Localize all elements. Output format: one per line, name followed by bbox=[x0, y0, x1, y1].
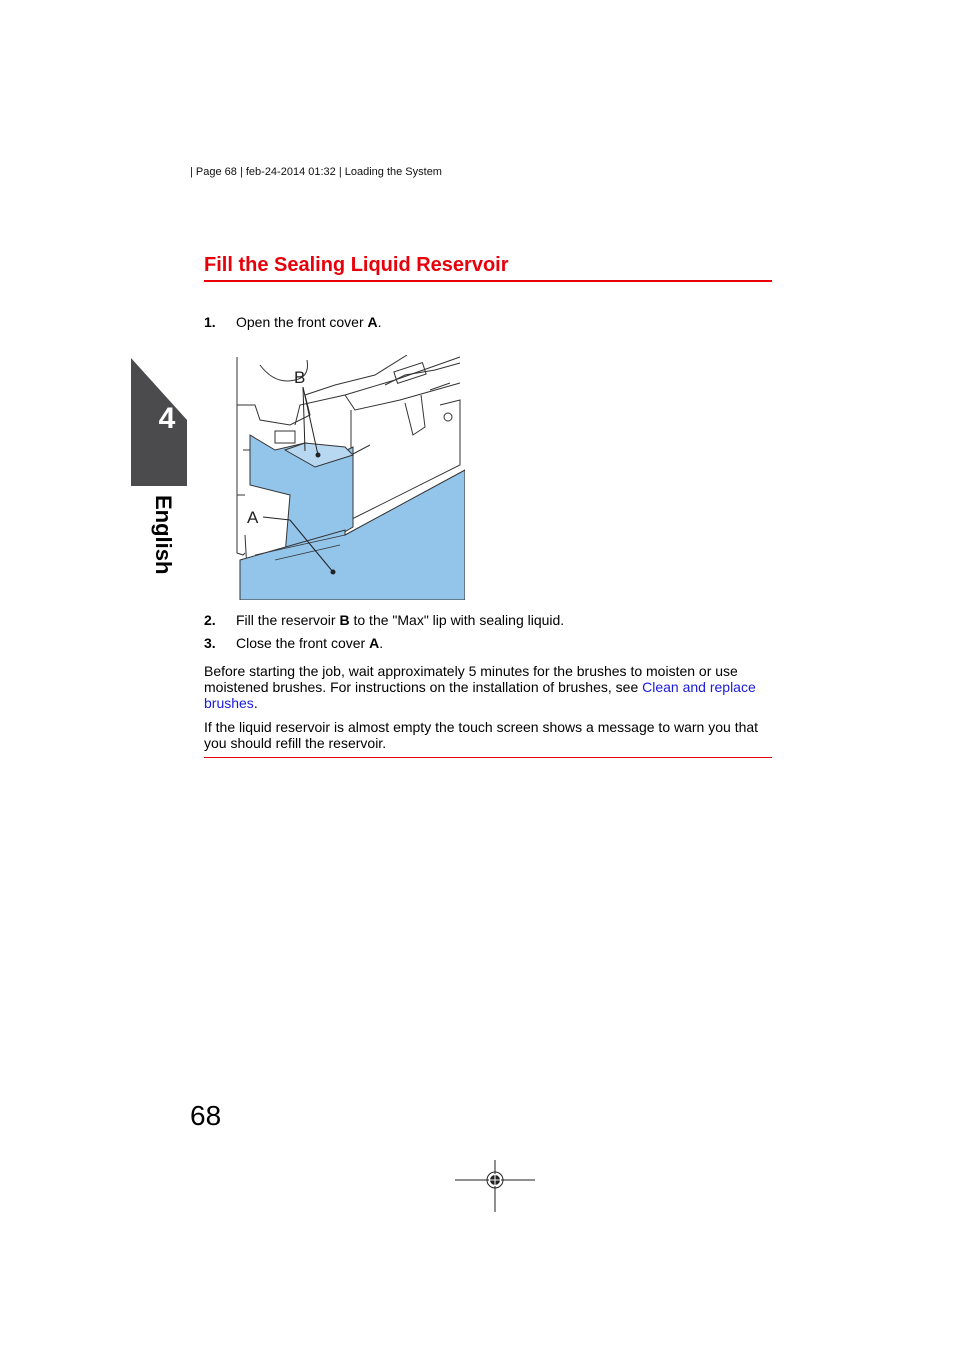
step-text bbox=[236, 635, 383, 651]
step-text bbox=[236, 612, 564, 628]
language-label-container bbox=[146, 495, 176, 585]
step-number: 1. bbox=[204, 314, 216, 330]
chapter-number: 4 bbox=[158, 402, 176, 435]
reservoir-illustration bbox=[235, 355, 465, 600]
step-text bbox=[236, 314, 382, 330]
section-end-rule bbox=[204, 757, 772, 758]
step-text-bold: B bbox=[339, 612, 350, 628]
step-text-before: Open the front cover bbox=[236, 314, 368, 330]
step-text-bold: A bbox=[369, 635, 380, 651]
figure-label-a: A bbox=[247, 508, 259, 527]
step-number: 3. bbox=[204, 635, 216, 651]
step-text-before: Fill the reservoir bbox=[236, 612, 340, 628]
step-text-after: to the "Max" lip with sealing liquid. bbox=[349, 612, 565, 628]
figure-label-b: B bbox=[294, 368, 306, 387]
paragraph-text-after: . bbox=[253, 695, 258, 711]
paragraph-refill: If the liquid reservoir is almost empty the touch screen shows a message to warn you that you should refill the reservoir. bbox=[204, 719, 759, 751]
step-text-bold: A bbox=[367, 314, 378, 330]
step-number: 2. bbox=[204, 612, 216, 628]
section-title: Fill the Sealing Liquid Reservoir bbox=[204, 254, 772, 282]
paragraph-brushes bbox=[204, 663, 774, 711]
step-text-after: . bbox=[377, 314, 382, 330]
step-text-after: . bbox=[379, 635, 384, 651]
page-number: 68 bbox=[190, 1100, 222, 1131]
step-text-before: Close the front cover bbox=[236, 635, 370, 651]
paragraph-text: Before starting the job, wait approximately 5 minutes for the brushes to moisten or use moistened brushes. For instructions on the installation of brushes, see bbox=[204, 663, 738, 695]
clean-replace-brushes-link[interactable]: Clean and replace brushes bbox=[204, 679, 756, 711]
running-header: | Page 68 | feb-24-2014 01:32 | Loading the System bbox=[190, 166, 442, 178]
language-label: English bbox=[151, 495, 176, 575]
registration-mark-icon bbox=[455, 1160, 535, 1212]
